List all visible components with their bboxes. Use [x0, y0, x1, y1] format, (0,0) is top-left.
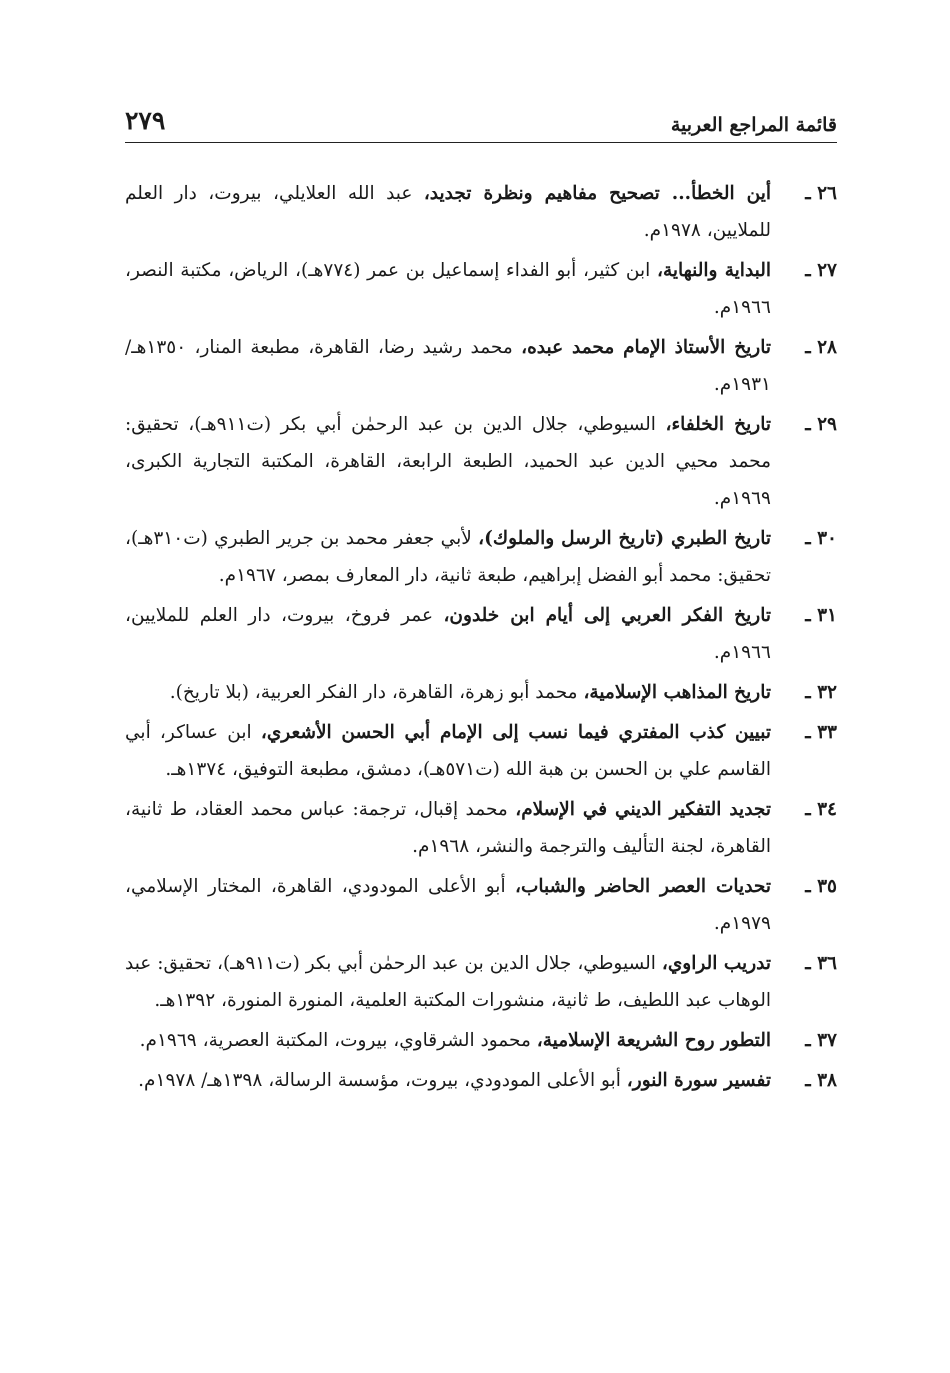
reference-entry: [125, 252, 837, 326]
reference-list: [125, 175, 837, 1102]
entry-details: محمد إقبال، ترجمة: عباس محمد العقاد، ط ثانية، القاهرة، لجنة التأليف والترجمة والنشر، ١٩٦٨م.: [125, 799, 771, 857]
entry-number: ٢٧ ـ: [805, 260, 837, 281]
reference-entry: [125, 329, 837, 403]
entry-number: ٣٢ ـ: [805, 682, 837, 703]
entry-title: تفسير سورة النور،: [626, 1070, 771, 1091]
entry-number: ٢٨ ـ: [805, 337, 837, 358]
entry-title: البداية والنهاية،: [656, 260, 772, 281]
entry-title: تجديد التفكير الديني في الإسلام،: [515, 799, 771, 820]
entry-details: عبد الله العلايلي، بيروت، دار العلم للملايين، ١٩٧٨م.: [125, 183, 771, 241]
reference-entry: [125, 868, 837, 942]
reference-entry: [125, 406, 837, 517]
entry-title: تاريخ الطبري (تاريخ الرسل والملوك)،: [478, 528, 771, 549]
reference-entry: [125, 945, 837, 1019]
entry-title: تاريخ الأستاذ الإمام محمد عبده،: [521, 337, 772, 358]
entry-details: ابن عساكر، أبي القاسم علي بن الحسن بن هبة الله (ت٥٧١هـ)، دمشق، مطبعة التوفيق، ١٣٧٤هـ.: [125, 722, 771, 780]
entry-title: تحديات العصر الحاضر والشباب،: [515, 876, 771, 897]
header-title: قائمة المراجع العربية: [670, 114, 837, 136]
entry-details: السيوطي، جلال الدين بن عبد الرحمٰن أبي بكر (ت٩١١هـ)، تحقيق: محمد محيي الدين عبد الحميد، الطبعة الرابعة، القاهرة، المكتبة التجارية الكبرى، ١٩٦٩م.: [125, 414, 771, 509]
reference-entry: [125, 714, 837, 788]
entry-title: تبيين كذب المفتري فيما نسب إلى الإمام أبي الحسن الأشعري،: [260, 722, 771, 743]
entry-details: محمد أبو زهرة، القاهرة، دار الفكر العربية، (بلا تاريخ).: [169, 682, 584, 703]
entry-number: ٣٦ ـ: [805, 953, 837, 974]
running-header: [125, 100, 837, 143]
reference-entry: [125, 1062, 837, 1099]
entry-number: ٣٣ ـ: [805, 722, 837, 743]
entry-details: لأبي جعفر محمد بن جرير الطبري (ت٣١٠هـ)، تحقيق: محمد أبو الفضل إبراهيم، طبعة ثانية، دار المعارف بمصر، ١٩٦٧م.: [125, 528, 771, 586]
entry-number: ٢٦ ـ: [805, 183, 837, 204]
entry-title: التطور روح الشريعة الإسلامية،: [536, 1030, 771, 1051]
reference-entry: [125, 175, 837, 249]
entry-number: ٣٠ ـ: [805, 528, 837, 549]
page-number: ٢٧٩: [125, 106, 166, 135]
entry-number: ٣٤ ـ: [805, 799, 837, 820]
entry-details: أبو الأعلى المودودي، القاهرة، المختار الإسلامي، ١٩٧٩م.: [125, 876, 771, 934]
entry-title: تاريخ المذاهب الإسلامية،: [583, 682, 771, 703]
entry-details: السيوطي، جلال الدين بن عبد الرحمٰن أبي بكر (ت٩١١هـ)، تحقيق: عبد الوهاب عبد اللطيف، ط ثانية، منشورات المكتبة العلمية، المنورة المنورة، ١٣٩٢هـ.: [125, 953, 771, 1011]
entry-details: محمود الشرقاوي، بيروت، المكتبة العصرية، ١٩٦٩م.: [139, 1030, 537, 1051]
entry-title: تاريخ الخلفاء،: [665, 414, 771, 435]
entry-title: أين الخطأ... تصحيح مفاهيم ونظرة تجديد،: [423, 183, 771, 204]
entry-number: ٣٨ ـ: [805, 1070, 837, 1091]
entry-details: أبو الأعلى المودودي، بيروت، مؤسسة الرسالة، ١٣٩٨هـ/ ١٩٧٨م.: [138, 1070, 627, 1091]
reference-entry: [125, 597, 837, 671]
reference-entry: [125, 674, 837, 711]
reference-entry: [125, 791, 837, 865]
entry-title: تدريب الراوي،: [661, 953, 772, 974]
entry-number: ٢٩ ـ: [805, 414, 837, 435]
entry-number: ٣٧ ـ: [805, 1030, 837, 1051]
entry-number: ٣٥ ـ: [805, 876, 837, 897]
reference-entry: [125, 520, 837, 594]
entry-number: ٣١ ـ: [805, 605, 837, 626]
entry-details: محمد رشيد رضا، القاهرة، مطبعة المنار، ١٣٥٠هـ/ ١٩٣١م.: [125, 337, 771, 395]
entry-title: تاريخ الفكر العربي إلى أيام ابن خلدون،: [443, 605, 771, 626]
entry-details: ابن كثير، أبو الفداء إسماعيل بن عمر (٧٧٤هـ)، الرياض، مكتبة النصر، ١٩٦٦م.: [125, 260, 771, 318]
reference-entry: [125, 1022, 837, 1059]
entry-details: عمر فروخ، بيروت، دار العلم للملايين، ١٩٦٦م.: [125, 605, 771, 663]
